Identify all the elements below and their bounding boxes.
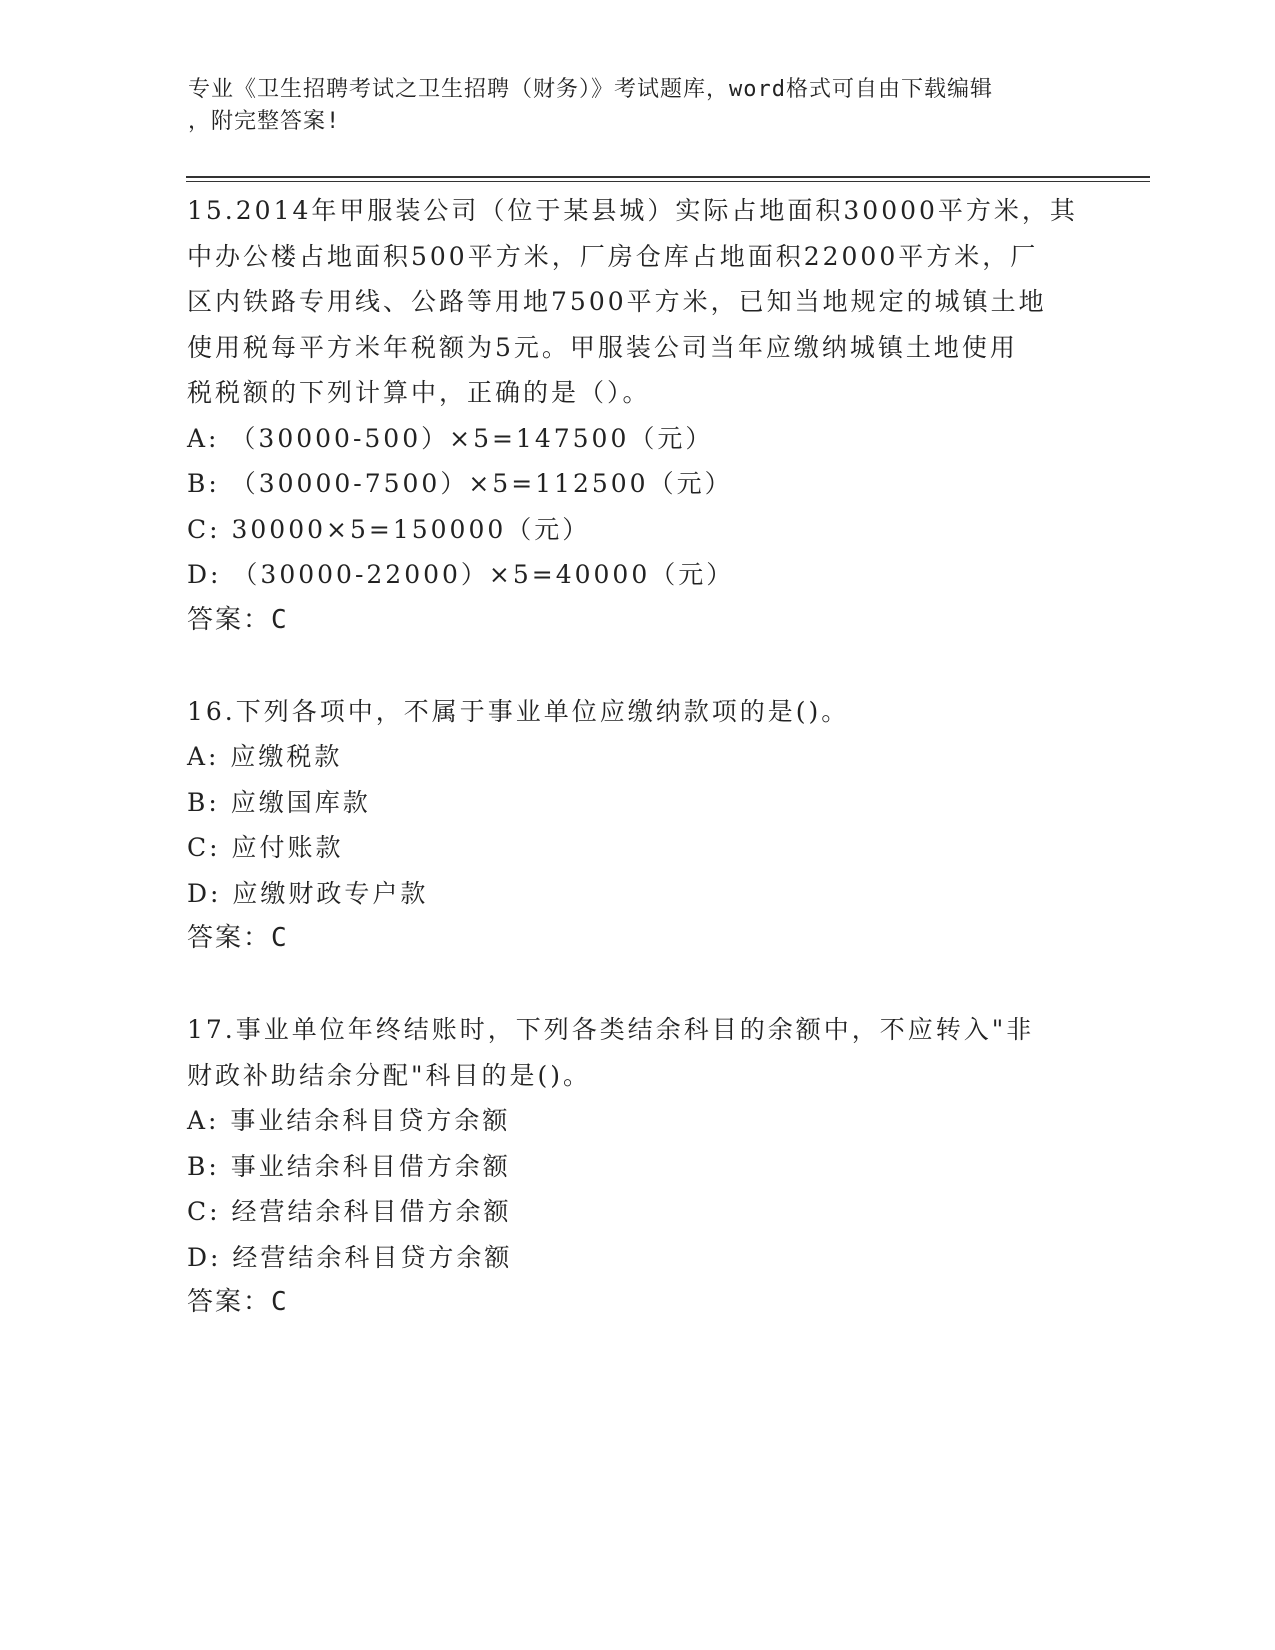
question-block xyxy=(187,188,1087,643)
header-divider-thick xyxy=(186,176,1150,178)
question-block xyxy=(187,1007,1087,1326)
question-text-line: 使用税每平方米年税额为5元。甲服装公司当年应缴纳城镇土地使用 xyxy=(187,332,1018,362)
option-a: A: （30000-500）×5=147500（元） xyxy=(187,423,714,453)
answer-line: 答案：C xyxy=(187,923,289,953)
option-b: B: （30000-7500）×5=112500（元） xyxy=(187,469,733,498)
question-text-line: 财政补助结余分配"科目的是()。 xyxy=(187,1060,592,1090)
option-c: C: 30000×5=150000（元） xyxy=(187,514,591,544)
question-block xyxy=(187,689,1087,962)
question-spacer xyxy=(187,643,1087,689)
option-d: D: （30000-22000）×5=40000（元） xyxy=(187,560,735,589)
question-text-line: 税税额的下列计算中，正确的是（）。 xyxy=(187,378,651,407)
question-spacer xyxy=(187,962,1087,1008)
question-text-line: 中办公楼占地面积500平方米，厂房仓库占地面积22000平方米，厂 xyxy=(187,241,1039,271)
option-c: C: 应付账款 xyxy=(187,833,344,862)
header-line-1: 专业《卫生招聘考试之卫生招聘（财务）》考试题库，word格式可自由下载编辑 xyxy=(188,77,993,102)
option-a: A: 事业结余科目贷方余额 xyxy=(187,1106,511,1135)
header-line-2: ，附完整答案! xyxy=(188,109,341,134)
answer-line: 答案：C xyxy=(187,604,289,635)
question-text-line: 17.事业单位年终结账时，下列各类结余科目的余额中，不应转入"非 xyxy=(187,1015,1035,1044)
page-header xyxy=(188,74,1088,138)
question-text-line: 15.2014年甲服装公司（位于某县城）实际占地面积30000平方米，其 xyxy=(187,196,1078,225)
option-c: C: 经营结余科目借方余额 xyxy=(187,1197,512,1226)
question-text-line: 区内铁路专用线、公路等用地7500平方米，已知当地规定的城镇土地 xyxy=(187,287,1047,316)
option-a: A: 应缴税款 xyxy=(187,742,343,771)
option-b: B: 事业结余科目借方余额 xyxy=(187,1151,511,1181)
option-b: B: 应缴国库款 xyxy=(187,787,371,817)
header-divider-thin xyxy=(186,181,1150,182)
answer-line: 答案：C xyxy=(187,1287,289,1317)
question-list xyxy=(187,188,1087,1326)
option-d: D: 应缴财政专户款 xyxy=(187,878,429,908)
question-text-line: 16.下列各项中，不属于事业单位应缴纳款项的是()。 xyxy=(187,696,850,726)
option-d: D: 经营结余科目贷方余额 xyxy=(187,1242,513,1272)
